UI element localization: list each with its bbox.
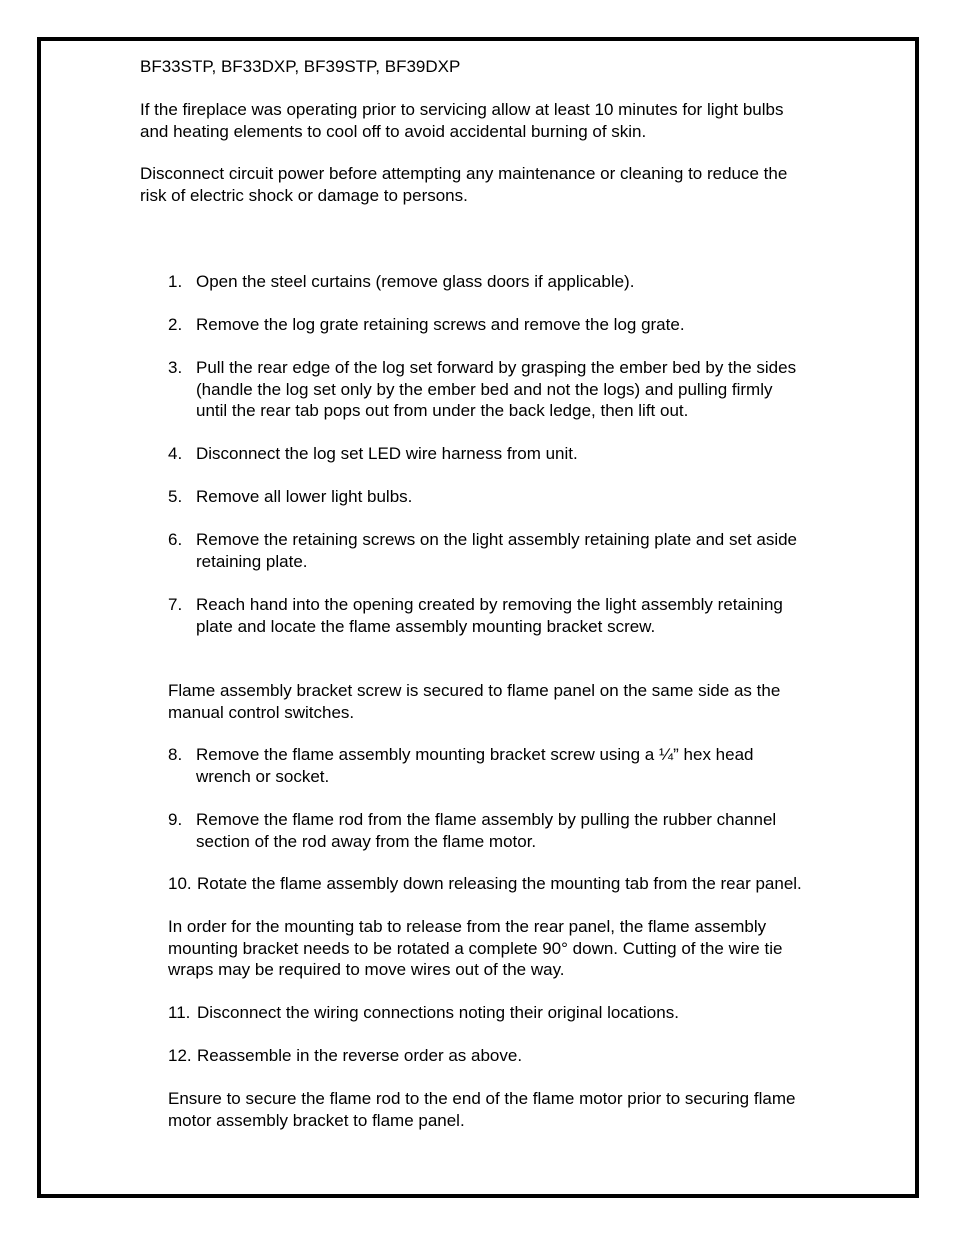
note-line: Ensure to secure the flame rod to the end of the flame motor prior to securing flame [168,1089,796,1108]
step-number: 9. [168,810,183,829]
mounting-tab-note [168,916,782,981]
step-number: 11. [168,1003,191,1022]
cooling-warning-line: and heating elements to cool off to avoid accidental burning of skin. [140,121,647,141]
note-line: Flame assembly bracket screw is secured to flame panel on the same side as the [168,681,781,700]
note-line: motor assembly bracket to flame panel. [168,1110,465,1130]
step-text: Rotate the flame assembly down releasing the mounting tab from the rear panel. [197,874,802,893]
step-number: 7. [168,595,183,614]
step-number: 6. [168,530,183,549]
step-text: Pull the rear edge of the log set forward by grasping the ember bed by the sides [196,358,797,377]
step-number: 12. [168,1046,192,1065]
step-text: Remove the flame assembly mounting bracket screw using a ¼” hex head [196,745,754,764]
step-text: Remove all lower light bulbs. [196,487,413,506]
step-number: 4. [168,444,183,463]
step-number: 8. [168,745,183,764]
step-text: wrench or socket. [196,766,330,786]
step-number: 10. [168,874,192,893]
step-number: 2. [168,315,183,334]
cooling-warning [140,99,784,142]
step-text: Remove the log grate retaining screws and remove the log grate. [196,315,685,334]
step-text: Disconnect the wiring connections noting their original locations. [197,1003,679,1022]
model-numbers: BF33STP, BF33DXP, BF39STP, BF39DXP [140,57,461,76]
note-line: manual control switches. [168,702,355,722]
power-warning [140,163,787,206]
power-warning-line: risk of electric shock or damage to persons. [140,185,468,205]
note-line: In order for the mounting tab to release from the rear panel, the flame assembly [168,917,767,936]
power-warning-line: Disconnect circuit power before attempting any maintenance or cleaning to reduce the [140,164,788,183]
step-text: Open the steel curtains (remove glass doors if applicable). [196,272,635,291]
step-text: retaining plate. [196,551,308,571]
step-text: until the rear tab pops out from under the back ledge, then lift out. [196,401,689,420]
step-text: Reassemble in the reverse order as above. [197,1046,523,1065]
step-number: 1. [168,272,183,291]
step-number: 5. [168,487,183,506]
note-line: wraps may be required to move wires out of the way. [168,960,565,979]
note-line: mounting bracket needs to be rotated a complete 90° down. Cutting of the wire tie [168,938,783,958]
step-text: Remove the retaining screws on the light assembly retaining plate and set aside [196,530,798,549]
step-text: (handle the log set only by the ember bed and not the logs) and pulling firmly [196,379,773,399]
step-text: Disconnect the log set LED wire harness from unit. [196,444,578,463]
step-text: Reach hand into the opening created by removing the light assembly retaining [196,595,783,614]
step-text: section of the rod away from the flame motor. [196,831,537,851]
bracket-screw-note [168,680,780,723]
cooling-warning-line: If the fireplace was operating prior to servicing allow at least 10 minutes for light bulbs [140,100,784,119]
step-text: Remove the flame rod from the flame assembly by pulling the rubber channel [196,810,777,829]
step-number: 3. [168,358,183,377]
step-text: plate and locate the flame assembly mounting bracket screw. [196,616,656,636]
flame-rod-note [168,1088,795,1131]
